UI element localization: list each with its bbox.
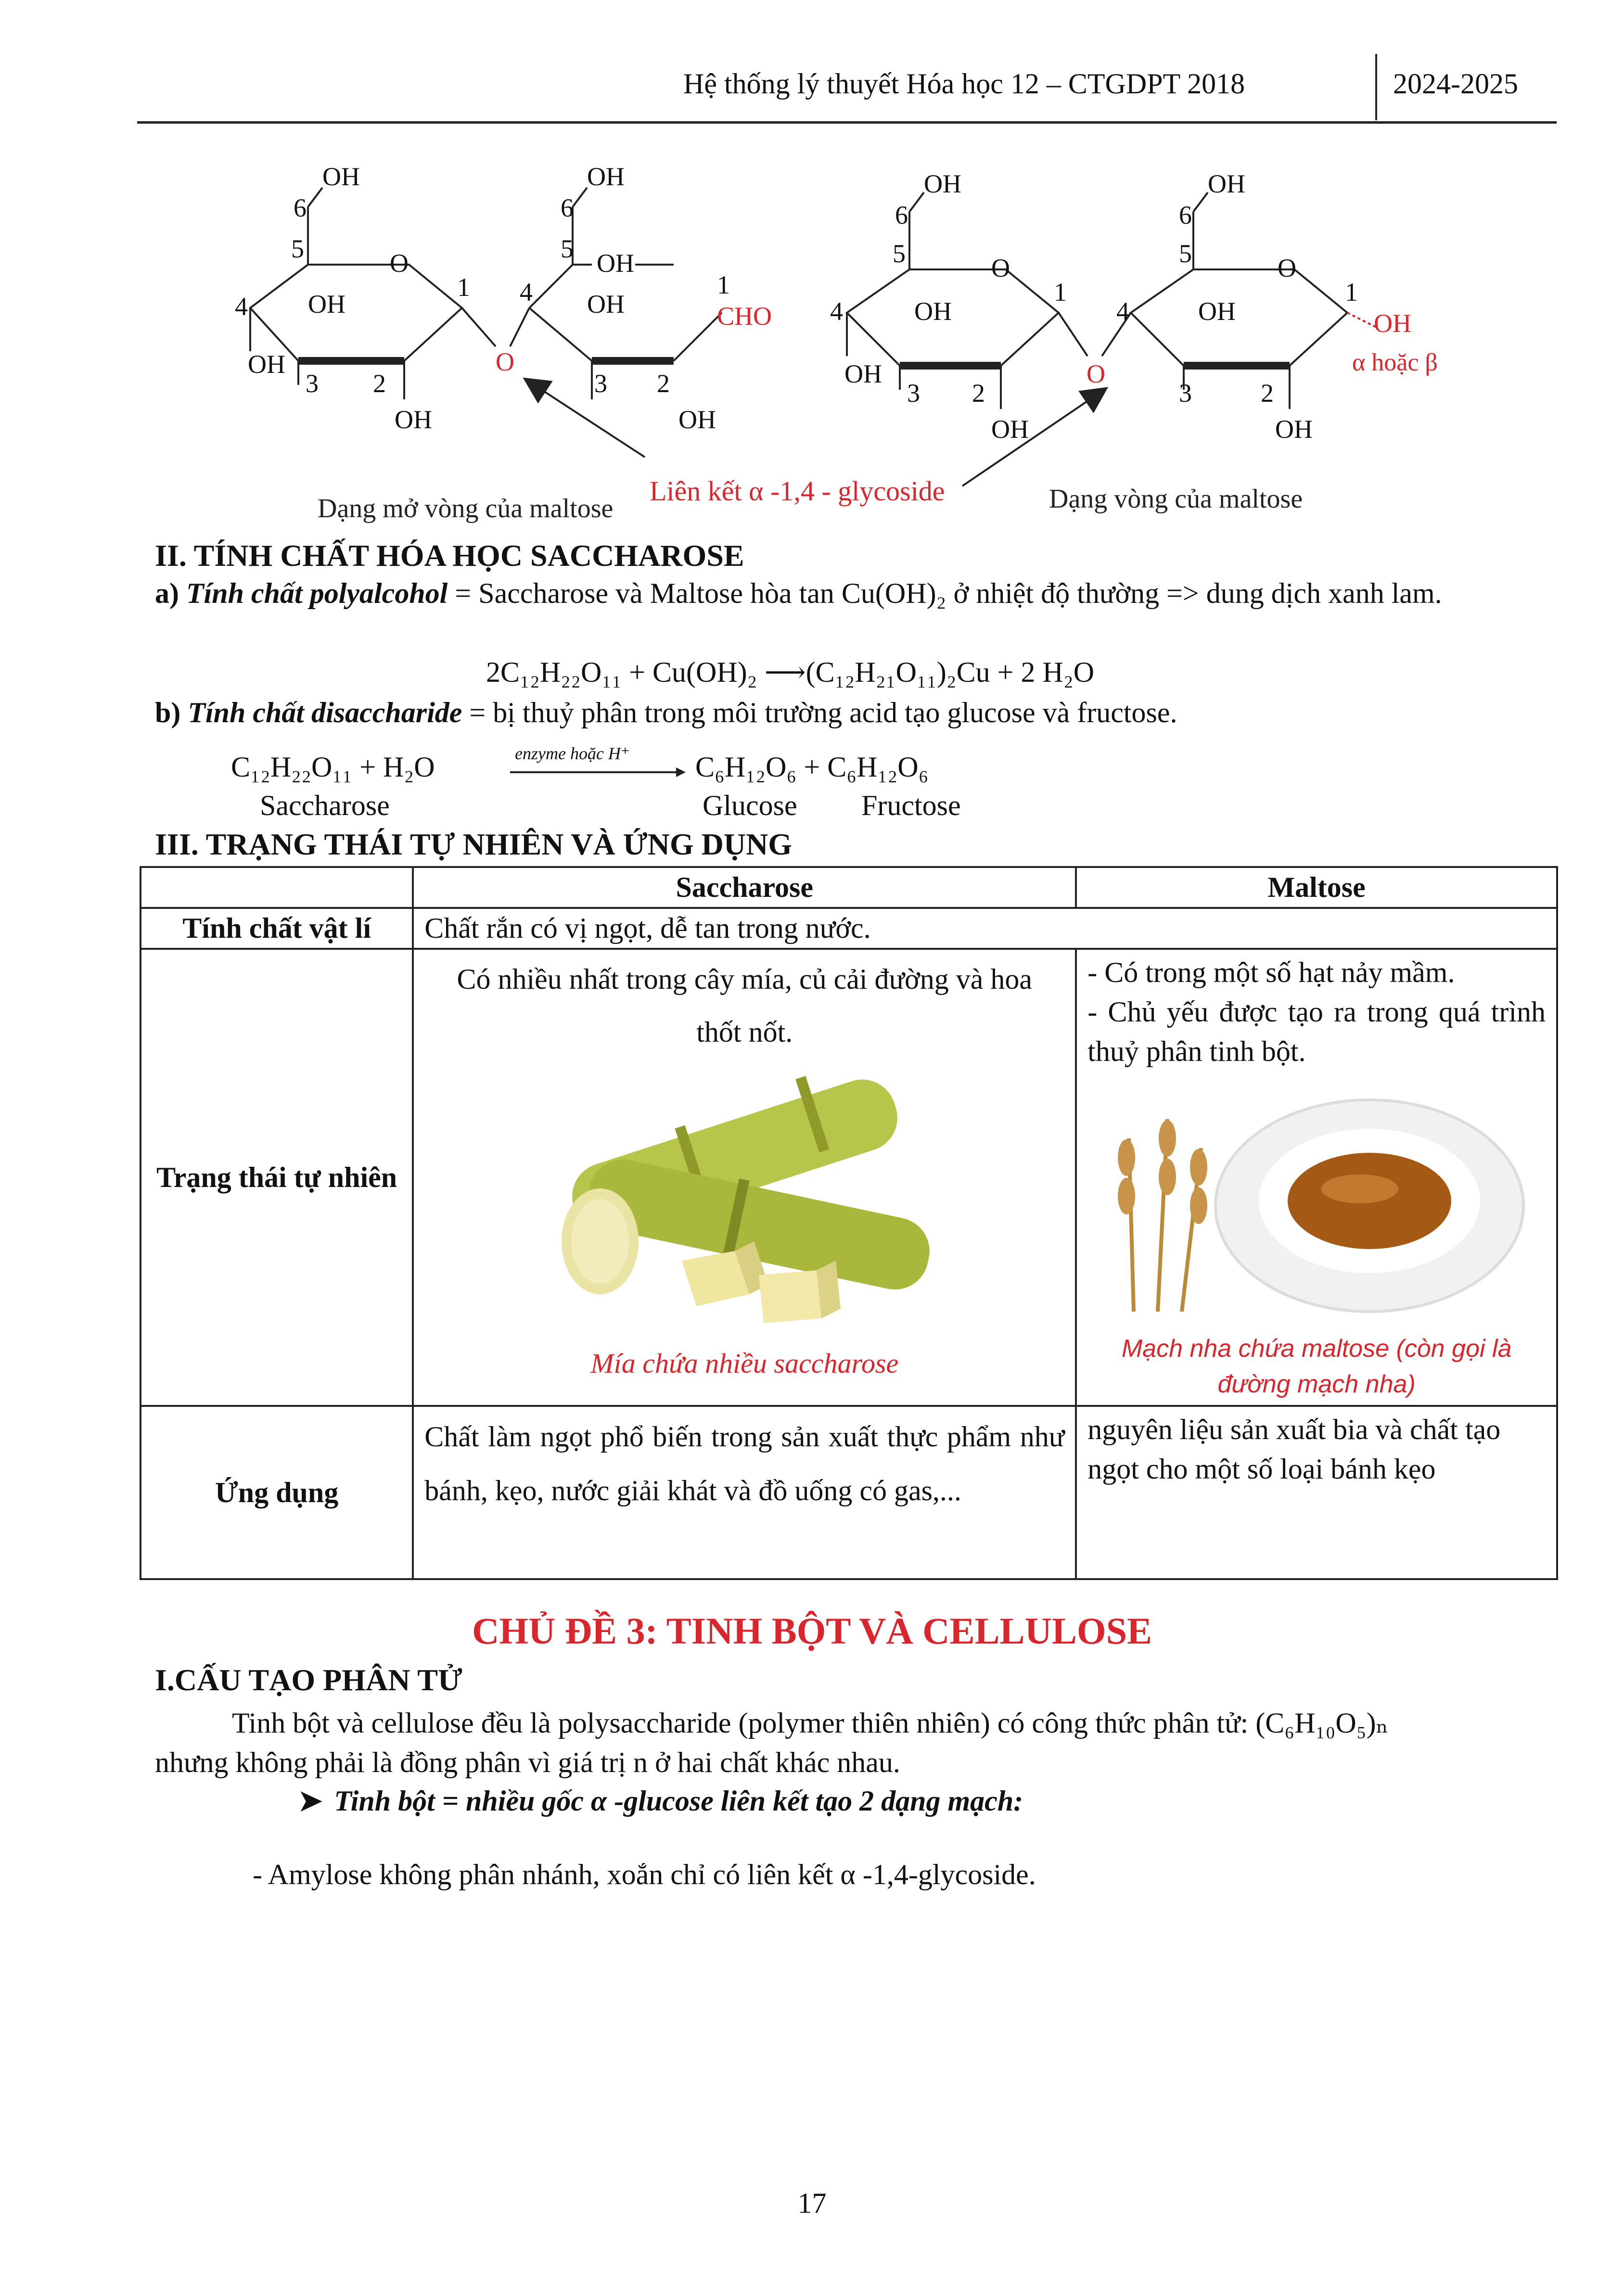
table-cell-empty bbox=[141, 867, 413, 908]
label-5: 5 bbox=[893, 239, 906, 268]
label-6: 6 bbox=[1179, 201, 1192, 230]
label-oh: OH bbox=[308, 290, 345, 319]
label-4: 4 bbox=[235, 292, 248, 321]
disaccharide-text: = bị thuỷ phân trong môi trường acid tạo glucose và fructose. bbox=[462, 697, 1177, 728]
term-disaccharide: Tính chất disaccharide bbox=[188, 697, 462, 728]
label-oh: OH bbox=[587, 290, 625, 319]
label-oh: OH bbox=[597, 249, 634, 278]
label-1: 1 bbox=[717, 270, 730, 299]
label-3: 3 bbox=[306, 369, 319, 398]
label-oh: OH bbox=[248, 350, 285, 379]
polysaccharide-paragraph: Tinh bột và cellulose đều là polysaccharide (polymer thiên nhiên) có công thức phân tử: (C₆H₁₀O₅)ₙ nhưng không phải là đồng phân vì giá trị n ở hai chất khác nhau. bbox=[155, 1707, 1389, 1778]
ring-1 bbox=[250, 265, 462, 361]
label-2: 2 bbox=[657, 369, 670, 398]
label-oh: OH bbox=[678, 405, 716, 434]
row-header-applications: Ứng dụng bbox=[141, 1406, 413, 1579]
table-row bbox=[141, 908, 1557, 949]
amylose-line: - Amylose không phân nhánh, xoắn chỉ có liên kết α -1,4-glycoside. bbox=[253, 1859, 1036, 1890]
ring-4 bbox=[1131, 269, 1347, 366]
label-o: O bbox=[991, 254, 1010, 282]
label-6: 6 bbox=[561, 193, 574, 222]
equation-hydrolysis-left: C₁₂H₂₂O₁₁ + H₂O bbox=[231, 751, 435, 783]
caption-open-form: Dạng mở vòng của maltose bbox=[318, 494, 614, 523]
label-5: 5 bbox=[1179, 239, 1192, 268]
label-oh: OH bbox=[1208, 169, 1245, 198]
label-4: 4 bbox=[520, 278, 533, 306]
label-o: O bbox=[1278, 254, 1296, 282]
equation-condition: enzyme hoặc H⁺ bbox=[515, 744, 630, 763]
page-number: 17 bbox=[797, 2187, 827, 2219]
label-2: 2 bbox=[972, 379, 985, 408]
header-title: Hệ thống lý thuyết Hóa học 12 – CTGDPT 2018 bbox=[683, 68, 1245, 100]
header-year: 2024-2025 bbox=[1393, 68, 1518, 100]
label-oh: OH bbox=[1198, 297, 1236, 326]
label-o: O bbox=[1087, 359, 1105, 388]
starch-bullet-text: Tinh bột = nhiều gốc α -glucose liên kết tạo 2 dạng mạch: bbox=[334, 1785, 1023, 1817]
table-row bbox=[141, 867, 1557, 908]
label-oh: OH bbox=[1275, 415, 1313, 444]
label-fructose: Fructose bbox=[861, 790, 961, 821]
maltose-natural-cell bbox=[1076, 949, 1557, 1406]
label-4: 4 bbox=[1116, 297, 1129, 326]
label-6: 6 bbox=[294, 193, 307, 222]
section-heading: III. TRẠNG THÁI TỰ NHIÊN VÀ ỨNG DỤNG bbox=[155, 827, 793, 861]
sugarcane-image bbox=[528, 1068, 961, 1338]
label-oh: OH bbox=[587, 162, 625, 191]
term-polyalcohol: Tính chất polyalcohol bbox=[186, 577, 448, 609]
maltose-application-cell: nguyên liệu sản xuất bia và chất tạo ngọt cho một số loại bánh kẹo bbox=[1076, 1406, 1557, 1579]
header-rule bbox=[137, 121, 1557, 124]
label-1: 1 bbox=[457, 273, 470, 302]
equation-cu-oh: 2C₁₂H₂₂O₁₁ + Cu(OH)₂ ⟶(C₁₂H₂₁O₁₁)₂Cu + 2 H₂O bbox=[486, 656, 1095, 688]
column-header-maltose: Maltose bbox=[1076, 867, 1557, 908]
label-1: 1 bbox=[1345, 278, 1358, 306]
label-oh: OH bbox=[844, 359, 882, 388]
item-label: a) bbox=[155, 577, 179, 609]
bullet-arrow-icon: ➤ bbox=[298, 1785, 323, 1817]
maltose-image-caption: Mạch nha chứa maltose (còn gọi là đường mạch nha) bbox=[1121, 1335, 1512, 1398]
label-3: 3 bbox=[1179, 379, 1192, 408]
label-5: 5 bbox=[561, 234, 574, 263]
saccharose-natural-cell bbox=[413, 949, 1076, 1406]
malt-syrup-image bbox=[1100, 1081, 1533, 1321]
saccharose-image-caption: Mía chứa nhiều saccharose bbox=[590, 1348, 899, 1379]
label-2: 2 bbox=[373, 369, 386, 398]
section-heading: II. TÍNH CHẤT HÓA HỌC SACCHAROSE bbox=[155, 538, 744, 573]
maltose-structure-diagram bbox=[202, 154, 1438, 534]
label-oh: OH bbox=[991, 415, 1029, 444]
polyalcohol-paragraph bbox=[155, 574, 1555, 613]
label-6: 6 bbox=[895, 201, 908, 230]
label-glucose: Glucose bbox=[703, 790, 797, 821]
label-oh: OH bbox=[1374, 309, 1411, 338]
label-1: 1 bbox=[1054, 278, 1067, 306]
row-header-natural-state: Trạng thái tự nhiên bbox=[141, 949, 413, 1406]
physical-properties-cell: Chất rắn có vị ngọt, dễ tan trong nước. bbox=[413, 908, 1557, 949]
label-oh: OH bbox=[914, 297, 952, 326]
label-3: 3 bbox=[907, 379, 920, 408]
label-o: O bbox=[390, 249, 409, 278]
label-5: 5 bbox=[291, 234, 304, 263]
table-row bbox=[141, 1406, 1557, 1579]
column-header-saccharose: Saccharose bbox=[413, 867, 1076, 908]
header-separator bbox=[1375, 54, 1377, 120]
row-header-physical: Tính chất vật lí bbox=[141, 908, 413, 949]
maltose-natural-text-2: - Chủ yếu được tạo ra trong quá trình thuỷ phân tinh bột. bbox=[1087, 996, 1546, 1067]
section-heading: I.CẤU TẠO PHÂN TỬ bbox=[155, 1663, 462, 1697]
properties-table bbox=[140, 866, 1558, 1580]
ring-3 bbox=[847, 269, 1059, 366]
topic-title: CHỦ ĐỀ 3: TINH BỘT VÀ CELLULOSE bbox=[472, 1610, 1152, 1652]
label-oh: OH bbox=[322, 162, 360, 191]
label-saccharose: Saccharose bbox=[260, 790, 390, 821]
label-2: 2 bbox=[1261, 379, 1274, 408]
saccharose-natural-text: Có nhiều nhất trong cây mía, củ cải đường và hoa thốt nốt. bbox=[457, 963, 1033, 1048]
saccharose-application-cell: Chất làm ngọt phổ biến trong sản xuất thực phẩm như bánh, kẹo, nước giải khát và đồ uống có gas,... bbox=[413, 1406, 1076, 1579]
disaccharide-paragraph bbox=[155, 693, 1555, 732]
reaction-arrow bbox=[510, 765, 688, 779]
label-3: 3 bbox=[594, 369, 607, 398]
item-label: b) bbox=[155, 697, 181, 728]
bullet-line bbox=[298, 1784, 1023, 1818]
label-oh: OH bbox=[924, 169, 961, 198]
equation-hydrolysis-right: C₆H₁₂O₆ + C₆H₁₂O₆ bbox=[695, 751, 929, 783]
label-alpha-beta: α hoặc β bbox=[1352, 349, 1438, 376]
label-o: O bbox=[496, 347, 514, 376]
caption-glycoside-link: Liên kết α -1,4 - glycoside bbox=[650, 475, 945, 507]
label-4: 4 bbox=[830, 297, 843, 326]
table-row bbox=[141, 949, 1557, 1406]
label-cho: CHO bbox=[717, 302, 772, 331]
label-oh: OH bbox=[395, 405, 432, 434]
caption-ring-form: Dạng vòng của maltose bbox=[1049, 484, 1303, 514]
maltose-natural-text-1: - Có trong một số hạt nảy mầm. bbox=[1087, 957, 1455, 988]
polyalcohol-text: = Saccharose và Maltose hòa tan Cu(OH)₂ ở nhiệt độ thường => dung dịch xanh lam. bbox=[448, 577, 1442, 609]
